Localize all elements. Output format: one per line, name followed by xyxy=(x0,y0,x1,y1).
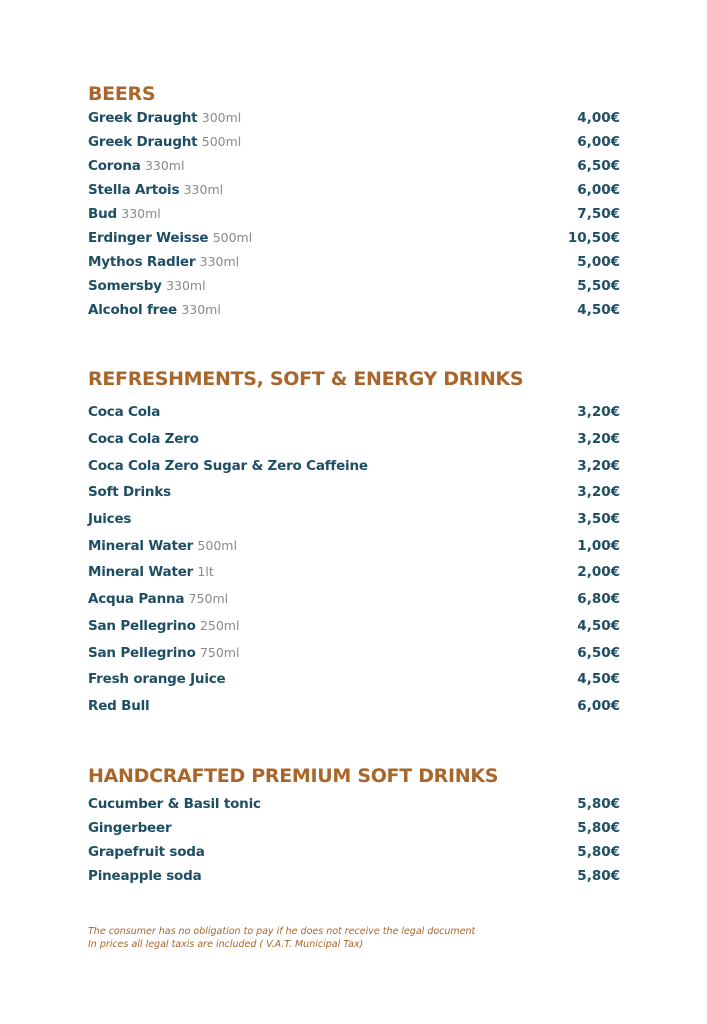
item-price: 6,50€ xyxy=(577,158,620,174)
item-label xyxy=(88,404,160,420)
item-price: 2,00€ xyxy=(577,564,620,581)
item-name: San Pellegrino xyxy=(88,644,196,661)
menu-item xyxy=(88,864,620,888)
footer-line-1: The consumer has no obligation to pay if he does not receive the legal document xyxy=(88,926,476,937)
section-heading: BEERS xyxy=(88,83,156,105)
menu-item xyxy=(88,532,620,559)
item-size: 330ml xyxy=(181,302,221,317)
menu-item xyxy=(88,586,620,613)
item-price: 5,80€ xyxy=(577,796,620,812)
item-name: Coca Cola Zero Sugar & Zero Caffeine xyxy=(88,457,368,474)
item-size: 330ml xyxy=(121,206,161,221)
section-premium-soft-drinks xyxy=(88,764,620,888)
menu-item xyxy=(88,666,620,693)
menu-item xyxy=(88,250,620,274)
item-price: 6,00€ xyxy=(577,697,620,714)
item-name: Juices xyxy=(88,511,132,528)
item-price: 1,00€ xyxy=(577,537,620,554)
item-price: 3,20€ xyxy=(577,404,620,421)
item-size: 1lt xyxy=(197,564,214,580)
item-label xyxy=(88,645,239,661)
item-price: 6,80€ xyxy=(577,591,620,608)
item-price: 3,20€ xyxy=(577,457,620,474)
item-price: 6,50€ xyxy=(577,644,620,661)
menu-item xyxy=(88,298,620,322)
menu-item xyxy=(88,154,620,178)
menu-item xyxy=(88,399,620,426)
menu-item xyxy=(88,816,620,840)
item-name: Acqua Panna xyxy=(88,591,185,608)
item-name: Greek Draught xyxy=(88,134,198,150)
item-name: San Pellegrino xyxy=(88,617,196,634)
menu-item xyxy=(88,178,620,202)
item-label xyxy=(88,591,228,607)
item-size: 300ml xyxy=(201,110,242,125)
item-size: 500ml xyxy=(212,230,253,245)
menu-item xyxy=(88,639,620,666)
item-label xyxy=(88,564,214,580)
item-price: 3,20€ xyxy=(577,431,620,448)
item-label xyxy=(88,618,239,634)
item-label xyxy=(88,110,241,126)
menu-item xyxy=(88,426,620,453)
item-label xyxy=(88,538,237,554)
item-price: 5,80€ xyxy=(577,844,620,860)
item-label xyxy=(88,431,199,447)
item-name: Coca Cola xyxy=(88,404,161,421)
item-price: 4,00€ xyxy=(577,110,620,126)
menu-item xyxy=(88,693,620,720)
item-size: 330ml xyxy=(199,254,240,269)
item-label xyxy=(88,458,368,474)
section-heading: HANDCRAFTED PREMIUM SOFT DRINKS xyxy=(88,765,499,787)
item-name: Stella Artois xyxy=(88,182,180,198)
menu-item xyxy=(88,559,620,586)
item-label xyxy=(88,206,161,222)
item-price: 5,50€ xyxy=(577,278,620,294)
item-price: 3,50€ xyxy=(577,511,620,528)
item-label xyxy=(88,796,261,812)
item-name: Mineral Water xyxy=(88,537,194,554)
item-name: Greek Draught xyxy=(88,110,198,126)
menu-item xyxy=(88,792,620,816)
item-price: 5,00€ xyxy=(577,254,620,270)
item-price: 4,50€ xyxy=(577,671,620,688)
menu-item xyxy=(88,226,620,250)
item-label xyxy=(88,820,171,836)
item-price: 10,50€ xyxy=(567,230,620,246)
item-label xyxy=(88,868,202,884)
item-size: 500ml xyxy=(201,134,242,149)
item-name: Fresh orange Juice xyxy=(88,671,226,688)
menu-item xyxy=(88,274,620,298)
item-name: Bud xyxy=(88,206,117,222)
item-label xyxy=(88,484,171,500)
item-name: Cucumber & Basil tonic xyxy=(88,796,261,812)
item-label xyxy=(88,844,205,860)
item-price: 6,00€ xyxy=(577,134,620,150)
item-name: Erdinger Weisse xyxy=(88,230,209,246)
menu-item xyxy=(88,840,620,864)
item-price: 7,50€ xyxy=(577,206,620,222)
section-heading: REFRESHMENTS, SOFT & ENERGY DRINKS xyxy=(88,368,524,390)
item-name: Soft Drinks xyxy=(88,484,171,501)
item-label xyxy=(88,698,149,714)
footer-line-2: In prices all legal taxis are included ( V.A.T. Municipal Tax) xyxy=(88,938,364,950)
section-beers xyxy=(88,82,620,322)
item-name: Pineapple soda xyxy=(88,868,202,884)
section-refreshments xyxy=(88,367,620,719)
item-label xyxy=(88,230,252,246)
menu-item xyxy=(88,202,620,226)
item-size: 500ml xyxy=(197,537,237,553)
item-label xyxy=(88,671,226,687)
item-price: 6,00€ xyxy=(577,182,620,198)
item-price: 3,20€ xyxy=(577,484,620,501)
item-name: Alcohol free xyxy=(88,302,178,318)
item-price: 5,80€ xyxy=(577,868,620,884)
item-label xyxy=(88,511,131,527)
item-label xyxy=(88,134,241,150)
item-price: 4,50€ xyxy=(577,617,620,634)
item-label xyxy=(88,278,206,294)
menu-item xyxy=(88,479,620,506)
item-size: 750ml xyxy=(199,644,240,660)
item-name: Red Bull xyxy=(88,697,150,714)
item-size: 250ml xyxy=(199,617,240,633)
item-name: Corona xyxy=(88,158,141,174)
item-name: Mythos Radler xyxy=(88,254,196,270)
item-name: Gingerbeer xyxy=(88,820,172,836)
item-size: 330ml xyxy=(183,182,224,197)
item-label xyxy=(88,182,223,198)
item-label xyxy=(88,158,184,174)
item-label xyxy=(88,302,221,318)
menu-item xyxy=(88,106,620,130)
item-price: 5,80€ xyxy=(577,820,620,836)
item-size: 750ml xyxy=(188,591,229,607)
item-name: Grapefruit soda xyxy=(88,844,205,860)
item-label xyxy=(88,254,239,270)
item-name: Mineral Water xyxy=(88,564,194,581)
menu-item xyxy=(88,506,620,533)
menu-item xyxy=(88,130,620,154)
item-name: Coca Cola Zero xyxy=(88,431,199,448)
item-size: 330ml xyxy=(144,158,185,173)
menu-item xyxy=(88,452,620,479)
menu-item xyxy=(88,613,620,640)
item-size: 330ml xyxy=(166,278,206,293)
item-name: Somersby xyxy=(88,278,162,294)
item-price: 4,50€ xyxy=(577,302,620,318)
legal-footer xyxy=(88,926,475,951)
